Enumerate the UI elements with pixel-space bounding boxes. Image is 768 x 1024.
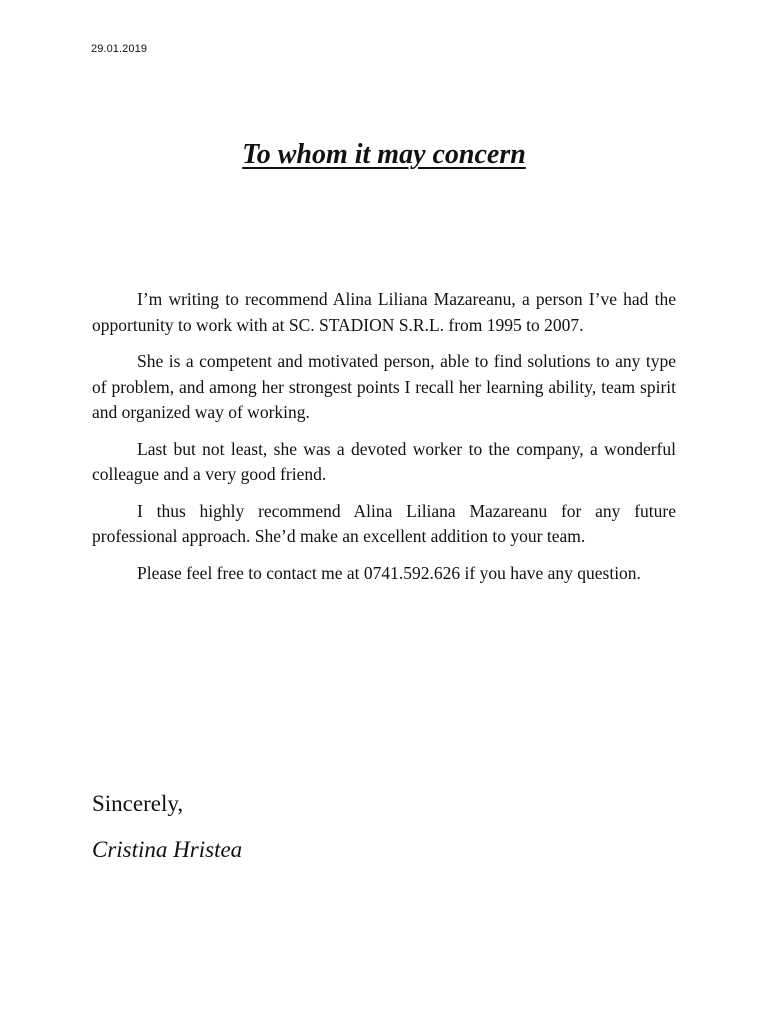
- paragraph-recommendation-intro: I’m writing to recommend Alina Liliana Mazareanu, a person I’ve had the opportunity to work with at SC. STADION S.R.L. from 1995 to 2007.: [92, 289, 676, 335]
- letter-closing: Sincerely,: [92, 791, 184, 816]
- paragraph-recommendation: I thus highly recommend Alina Liliana Mazareanu for any future professional approach. She’d make an excellent addition to your team.: [92, 500, 676, 546]
- paragraph-contact: Please feel free to contact me at 0741.592.626 if you have any question.: [137, 562, 641, 583]
- letter-title-text: To whom it may concern: [242, 139, 526, 170]
- letter-date: 29.01.2019: [91, 43, 148, 55]
- letter-signature: Cristina Hristea: [92, 837, 243, 862]
- letter-title: [0, 139, 768, 171]
- letter-body: [92, 287, 676, 597]
- paragraph-character: Last but not least, she was a devoted worker to the company, a wonderful colleague and a very good friend.: [92, 438, 676, 484]
- paragraph-qualities: She is a competent and motivated person, able to find solutions to any type of problem, and among her strongest points I recall her learning ability, team spirit and organized way of working.: [92, 351, 676, 422]
